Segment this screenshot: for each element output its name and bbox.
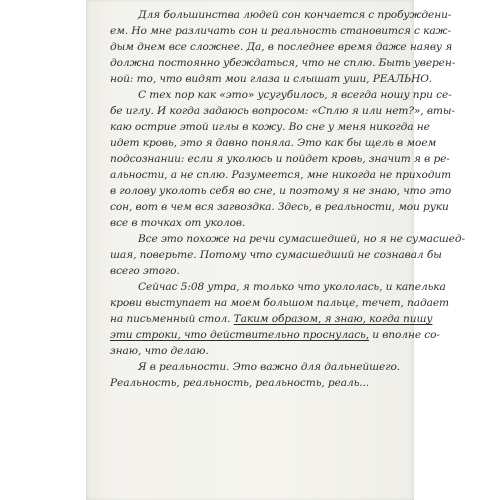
text-line-content: ной: то, что видят мои глаза и слышат уши, РЕАЛЬНО.: [110, 73, 433, 85]
text-line-tail: и вполне со-: [368, 329, 440, 341]
text-line-content: крови выступает на моем большом пальце, течет, падает: [110, 297, 449, 309]
text-line-content: на письменный стол.: [110, 313, 234, 325]
text-line: [110, 375, 398, 391]
text-line: [110, 167, 452, 183]
text-line-content: бе иглу. И когда задаюсь вопросом: «Сплю я или нет?», вты-: [110, 105, 455, 117]
text-line: [110, 215, 398, 231]
text-line-content: С тех пор как «это» усугубилось, я всегда ношу при се-: [138, 89, 452, 101]
text-line: [110, 343, 398, 359]
text-line-content: шая, поверьте. Потому что сумасшедший не сознавал бы: [110, 249, 442, 261]
text-line-content: каю острие этой иглы в кожу. Во сне у меня никогда не: [110, 121, 430, 133]
text-line-content: идет кровь, это я давно поняла. Это как бы щель в моем: [110, 137, 437, 149]
text-line-content: всего этого.: [110, 265, 180, 277]
text-line-content: Сейчас 5:08 утра, я только что укололась, и капелька: [138, 281, 446, 293]
text-line: [110, 39, 453, 55]
text-line: [110, 103, 455, 119]
text-line-content: Все это похоже на речи сумасшедшей, но я не сумасшед-: [138, 233, 465, 245]
underlined-text: Таким образом, я знаю, когда пишу: [233, 313, 433, 325]
text-line: [110, 295, 449, 311]
page-text: [110, 7, 465, 391]
text-line-content: альности, а не сплю. Разумеется, мне никогда не приходит: [110, 169, 452, 181]
text-line: [110, 135, 437, 151]
underlined-text: эти строки, что действительно проснулась,: [110, 329, 369, 341]
text-line: [110, 55, 456, 71]
text-line-content: дым днем все сложнее. Да, в последнее время даже наяву я: [110, 41, 453, 53]
text-line-content: Для большинства людей сон кончается с пробуждени-: [138, 9, 452, 21]
text-line: [110, 279, 446, 295]
text-line: [110, 7, 452, 23]
text-line: [110, 199, 449, 215]
text-line-content: знаю, что делаю.: [110, 345, 209, 357]
text-line: [110, 71, 433, 87]
text-line: [110, 183, 452, 199]
text-line-content: должна постоянно убеждаться, что не сплю. Быть уверен-: [110, 57, 456, 69]
text-line: [110, 87, 452, 103]
text-line-content: подсознании: если я уколюсь и пойдет кровь, значит я в ре-: [110, 153, 450, 165]
text-line: [110, 359, 401, 375]
text-line: [110, 119, 430, 135]
text-line: [110, 23, 451, 39]
text-line-content: в голову уколоть себя во сне, и поэтому я не знаю, что это: [110, 185, 452, 197]
text-line: [110, 263, 398, 279]
text-line-content: сон, вот в чем вся загвоздка. Здесь, в реальности, мои руки: [110, 201, 449, 213]
text-line-content: все в точках от уколов.: [110, 217, 246, 229]
text-line: [110, 327, 440, 343]
text-line: [110, 151, 450, 167]
text-line: [110, 247, 442, 263]
text-line-content: ем. Но мне различать сон и реальность становится с каж-: [110, 25, 451, 37]
text-line-content: Я в реальности. Это важно для дальнейшего.: [138, 361, 401, 373]
text-line-content: Реальность, реальность, реальность, реаль...: [110, 377, 370, 389]
text-line: [110, 231, 465, 247]
text-line: [110, 311, 433, 327]
